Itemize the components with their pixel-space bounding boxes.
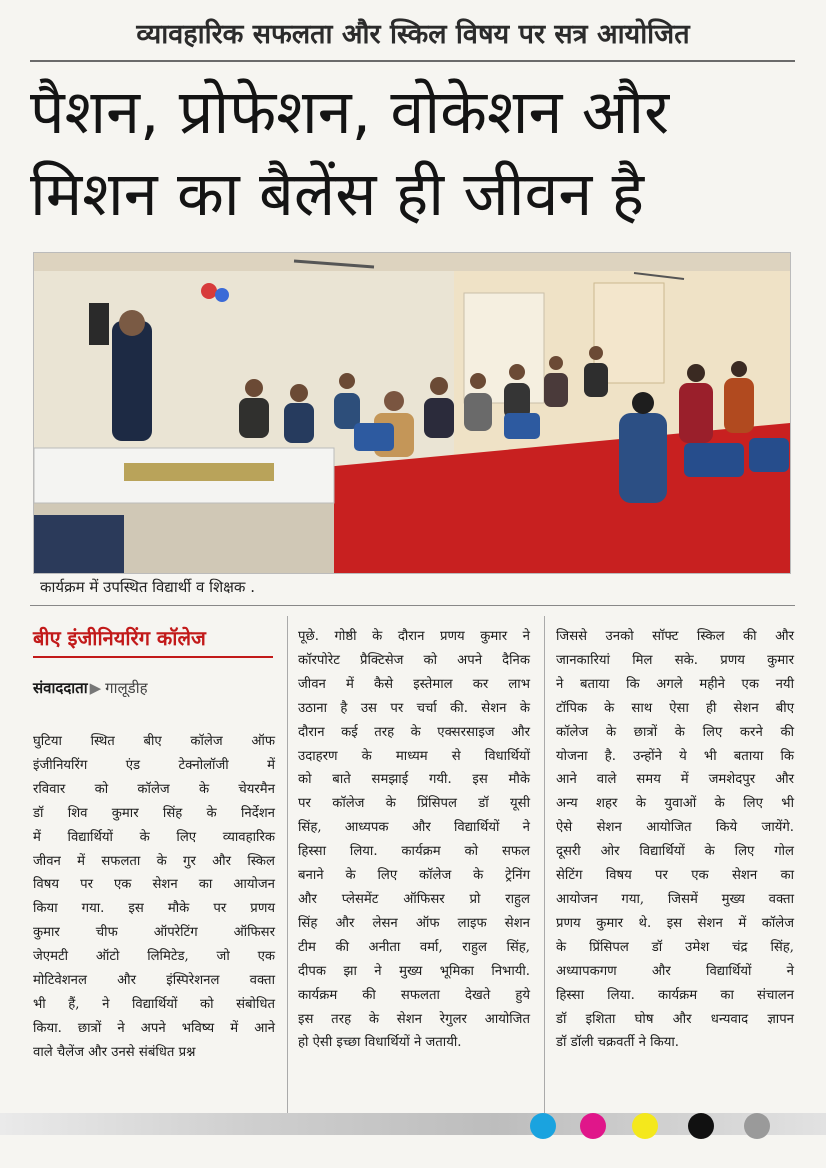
article-line: के प्रिंसिपल डॉ उमेश चंद्र सिंह, [556, 939, 794, 955]
article-column-3 [556, 625, 794, 1055]
article-line: रविवार को कॉलेज के चेयरमैन [33, 781, 275, 797]
article-line: हो ऐसी इच्छा विधार्थियों ने जतायी. [298, 1035, 462, 1051]
headline-line-1: पैशन, प्रोफेशन, वोकेशन और [30, 77, 670, 148]
byline-location: गालूडीह [105, 679, 148, 697]
article-line: अध्यापकगण और विद्यार्थियों ने [556, 963, 794, 979]
article-line: हिस्सा लिया. कार्यक्रम को सफल [298, 844, 530, 860]
byline-arrow-icon: ▶ [89, 679, 102, 697]
kicker-headline: व्यावहारिक सफलता और स्किल विषय पर सत्र आयोजित [136, 19, 690, 50]
article-line: दीपक झा ने मुख्य भूमिका निभायी. [298, 963, 530, 979]
headline-line-2: मिशन का बैलेंस ही जीवन है [30, 159, 645, 230]
article-line: कॉरपोरेट प्रैक्टिसेज को अपने दैनिक [298, 652, 530, 668]
article-line: और प्लेसमेंट ऑफिसर प्रो राहुल [298, 891, 530, 907]
event-photo [33, 252, 791, 574]
article-line: भी हैं, ने विद्यार्थियों को संबोधित [33, 996, 275, 1012]
caption-divider [30, 605, 795, 606]
article-line: वाले चैलेंज और उनसे संबंधित प्रश्न [33, 1044, 196, 1060]
byline-reporter: संवाददाता [33, 679, 88, 697]
article-line: दूसरी ओर विद्यार्थियों के लिए गोल [556, 844, 794, 860]
article-line: टीम की अनीता वर्मा, राहुल सिंह, [298, 939, 530, 955]
article-line: योजना है. उन्होंने ये भी बताया कि [556, 748, 794, 764]
registration-dot-gray [744, 1113, 770, 1139]
article-line: बनाने के लिए कॉलेज के ट्रेनिंग [298, 868, 530, 884]
article-line: सिंह, आध्यपक और विद्यार्थियों ने [298, 820, 530, 836]
article-line: जीवन में सफलता के गुर और स्किल [33, 853, 275, 869]
article-line: पर कॉलेज के प्रिंसिपल डॉ यूसी [298, 796, 530, 812]
article-line: ऐसे सेशन आयोजित किये जायेंगे. [556, 820, 794, 836]
article-line: आने वाले समय में जमशेदपुर और [556, 772, 794, 788]
article-line: जानकारियां मिल सके. प्रणय कुमार [556, 652, 794, 668]
article-line: डॉ इशिता घोष और धन्यवाद ज्ञापन [556, 1011, 794, 1027]
article-line: आयोजन गया, जिसमें मुख्य वक्ता [556, 891, 794, 907]
article-line: कुमार चीफ ऑपरेटिंग ऑफिसर [33, 925, 275, 941]
article-line: कार्यक्रम की सफलता देखते हुये [298, 987, 530, 1003]
article-line: जीवन में कैसे इस्तेमाल कर लाभ [298, 676, 530, 692]
article-line: जेएमटी ऑटो लिमिटेड, जो एक [33, 949, 275, 965]
article-line: किया गया. इस मौके पर प्रणय [33, 901, 275, 917]
article-line: सिंह और लेसन ऑफ लाइफ सेशन [298, 915, 530, 931]
article-line: दौरान कई तरह के एक्सरसाइज और [298, 724, 530, 740]
article-line: को बाते समझाई गयी. इस मौके [298, 772, 530, 788]
article-line: सेटिंग विषय पर एक सेशन का [556, 868, 794, 884]
article-line: कॉलेज के छात्रों के लिए करने की [556, 724, 794, 740]
article-column-2 [298, 625, 530, 1055]
article-column-1 [33, 730, 275, 1065]
article-line: डॉ डॉली चक्रवर्ती ने किया. [556, 1035, 679, 1051]
kicker-divider [30, 60, 795, 62]
article-line: इस तरह के सेशन रेगुलर आयोजित [298, 1011, 530, 1027]
article-line: विषय पर एक सेशन का आयोजन [33, 877, 275, 893]
article-line: मोटिवेशनल और इंस्पिरेशनल वक्ता [33, 973, 275, 989]
article-line: किया. छात्रों ने अपने भविष्य में आने [33, 1020, 275, 1036]
article-line: टॉपिक के साथ ऐसा ही सेशन बीए [556, 700, 794, 716]
article-line: जिससे उनको सॉफ्ट स्किल की और [556, 629, 794, 644]
article-line: में विद्यार्थियों के लिए व्यावहारिक [33, 829, 275, 845]
article-line: इंजीनियरिंग एंड टेक्नोलॉजी में [33, 757, 275, 773]
main-headline [30, 72, 810, 236]
column-divider [287, 616, 288, 1116]
column-divider [544, 616, 545, 1116]
registration-dot-magenta [580, 1113, 606, 1139]
article-line: पूछे. गोष्ठी के दौरान प्रणय कुमार ने [298, 629, 530, 644]
article-line: हिस्सा लिया. कार्यक्रम का संचालन [556, 987, 794, 1003]
article-line: डॉ शिव कुमार सिंह के निर्देशन [33, 805, 275, 821]
section-heading-underline [33, 656, 273, 658]
article-line: अन्य शहर के युवाओं के लिए भी [556, 796, 794, 812]
registration-dot-yellow [632, 1113, 658, 1139]
registration-dot-cyan [530, 1113, 556, 1139]
event-photo-illustration [34, 253, 790, 573]
article-line: उदाहरण के माध्यम से विधार्थियों [298, 748, 530, 764]
byline [33, 678, 148, 698]
photo-caption: कार्यक्रम में उपस्थित विद्यार्थी व शिक्षक . [40, 578, 255, 596]
article-line: प्रणय कुमार थे. इस सेशन में कॉलेज [556, 915, 794, 931]
article-line: घुटिया स्थित बीए कॉलेज ऑफ [33, 734, 275, 749]
article-line: उठाना है उस पर चर्चा की. सेशन के [298, 700, 530, 716]
registration-dot-black [688, 1113, 714, 1139]
article-line: ने बताया कि अगले महीने एक नयी [556, 676, 794, 692]
section-heading: बीए इंजीनियरिंग कॉलेज [33, 626, 206, 650]
